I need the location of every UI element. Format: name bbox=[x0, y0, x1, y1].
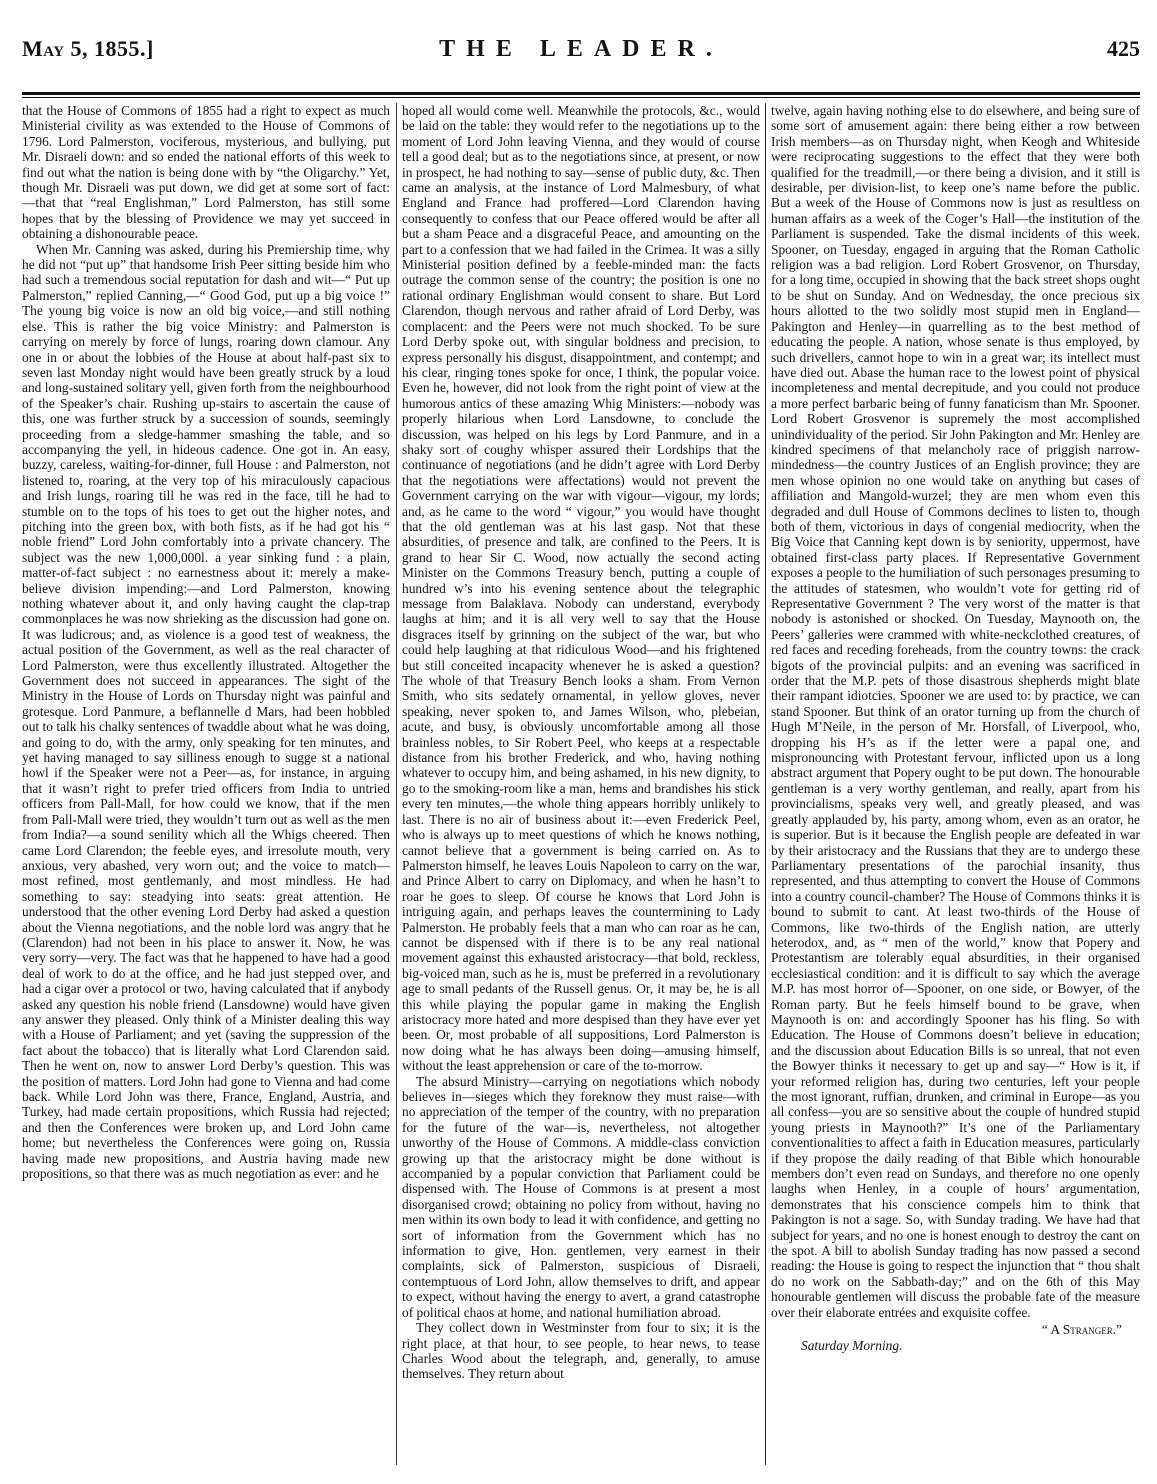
header-rule-thick bbox=[22, 92, 1140, 95]
paragraph: hoped all would come well. Meanwhile the protocols, &c., would be laid on the table: they would refer to the negotiations up to the moment of Lord John leaving Vienna, and they would of course tell a good deal; but as to the negotiations since, at present, or now in prospect, he had nothing to say—sense of public duty, &c. Then came an analysis, at the instance of Lord Malmesbury, of what England and France had proffered—Lord Clarendon having consequently to confess that our Peace offered would be after all but a sham Peace and a disgraceful Peace, and amounting on the part to a confession that we had failed in the Crimea. It was a silly Ministerial position defined by a feeble-minded man: the facts outrage the common sense of the country; the position is one no rational ordinary Englishman would consent to share. But Lord Clarendon, though nervous and rather afraid of Lord Derby, was complacent: and the Peers were not much shocked. To be sure Lord Derby spoke out, with singular boldness and precision, to express personally his disgust, disappointment, and contempt; and his clear, ringing tones spoke for once, I think, the popular voice. Even he, however, did not look from the right point of view at the humorous antics of these amazing Whig Ministers:—nobody was properly hilarious when Lord Lansdowne, to conclude the discussion, was helped on his legs by Lord Panmure, and in a shaky sort of coughy whisper assured their Lordships that the continuance of negotiations (and he didn’t agree with Lord Derby that the negotiations were affectations) would not prevent the Government carrying on the war with vigour—vigour, my lords; and, as he came to the word “ vigour,” you would have thought that the old gentleman was at his last gasp. Not that these absurdities, of presence and talk, are confined to the Peers. It is grand to hear Sir C. Wood, now actually the second acting Minister on the Commons Treasury bench, putting a couple of hundred w’s into his evening sentence about the telegraphic message from Balaklava. Nobody can understand, everybody laughs at him; and it is all very well to say that the House disgraces itself by grinning on the subject of the war, but who could help laughing at that ridiculous Wood—and his frightened but still conceited incapacity whenever he is asked a question? The whole of that Treasury Bench looks a sham. From Vernon Smith, who sits sedately ornamental, in yellow gloves, never speaking, never spoken to, and James Wilson, who, plebeian, acute, and busy, is obviously uncomfortable among all those brainless nobles, to Sir Robert Peel, who keeps at a respectable distance from his brother Frederick, and who, having nothing whatever to occupy him, and being ashamed, in his new dignity, to go to the smoking-room like a man, hems and brandishes his stick every ten minutes,—the whole thing appears horribly unlikely to last. There is no air of business about it:—even Frederick Peel, who is always up to meet questions of which he knows nothing, cannot believe that a government is being carried on. As to Palmerston himself, he leaves Louis Napoleon to carry on the war, and Prince Albert to carry on Diplomacy, and when he hasn’t to roar he goes to sleep. Of course he knows that Lord John is intriguing again, and perhaps leaves the countermining to Lady Palmerston. He probably feels that a man who can roar as he can, cannot be dispensed with if there is to be any real national movement against this exhausted aristocracy—that bold, reckless, big-voiced man, such as he is, must be preferred in a revolutionary age to small pedants of the Russell genus. Or, it may be, he is all this while playing the popular game in making the English aristocracy more hated and more despised than they have ever yet been. Or, most probable of all suppositions, Lord Palmerston is now doing what he has always been doing—amusing himself, without the least apprehension or care of the to-morrow. bbox=[402, 103, 760, 1074]
column-2 bbox=[402, 103, 760, 1465]
paragraph: When Mr. Canning was asked, during his Premiership time, why he did not “put up” that handsome Irish Peer sitting beside him who had such a tremendous social reputation for dash and wit—“ Put up Palmerston,” replied Canning,—“ Good God, put up a big voice !” The young big voice is now an old big voice,—and still nothing else. This is rather the big voice Ministry: and Palmerston is carrying on merely by force of lungs, roaring down clamour. Any one in or about the lobbies of the House at about half-past six to seven last Monday night would have been greatly struck by a loud and long-sustained solitary yell, given forth from the neighbourhood of the Speaker’s chair. Rushing up-stairs to ascertain the cause of this, one was further struck by a succession of sounds, seemingly proceeding from a sledge-hammer smashing the table, and so accompanying the yell, in hideous cadence. One got in. An easy, buzzy, careless, waiting-for-dinner, full House : and Palmerston, not listened to, roaring, at the very top of his miraculously capacious and Irish lungs, roaring till he was red in the face, till he had to stumble on to the tops of his toes to get out the higher notes, and pitching into the green box, with both fists, as if he had got his “ noble friend” Lord John comfortably into a private chancery. The subject was the new 1,000,000l. a year sinking fund : a plain, matter-of-fact subject : no earnestness about it: merely a make-believe division impending:—and Lord Palmerston, knowing nothing whatever about it, and only having caught the clap-trap commonplaces he was now shrieking as the discussion had gone on. It was ludicrous; and, as violence is a good test of weakness, the actual position of the Government, as well as the real character of Lord Palmerston, were thus excellently illustrated. Altogether the Government does not succeed in appearances. The sight of the Ministry in the House of Lords on Thursday night was painful and grotesque. Lord Panmure, a beflannelle d Mars, had been hobbled out to talk his chalky sentences of twaddle about what he was doing, and going to do, with the army, only speaking for ten minutes, and yet having managed to say silliness enough to sugge st a national howl if the Speaker were not a Peer—as, for instance, in arguing that it wasn’t right to prefer tried officers from India to untried officers from Pall-Mall, for how could we know, that if the men from Pall-Mall were tried, they wouldn’t turn out as well as the men from India?—a sound senility which all the Whigs cheered. Then came Lord Clarendon; the feeble eyes, and irresolute mouth, very anxious, very abashed, very worn out; and the voice to match—most refined, most gentlemanly, and most mindless. He had something to say: steadying into seats: great attention. He understood that the other evening Lord Derby had asked a question about the Vienna negotiations, and the noble lord was angry that he (Clarendon) had not been in his place to answer it. Now, he was very sorry—very. The fact was that he happened to have had a good deal of work to do at the office, and he had just stepped over, and had a cigar over a protocol or two, having calculated that if anybody asked any question his noble friend (Lansdowne) would have given any answer they pleased. Only think of a Minister dealing this way with a House of Parliament; and yet (saving the suppression of the fact about the tobacco) that is literally what Lord Clarendon said. Then he went on, now to answer Lord Derby’s question. This was the position of matters. Lord John had gone to Vienna and had come back. While Lord John was there, France, England, Austria, and Turkey, had made certain propositions, which Russia had rejected; and then the Conferences were broken up, and Lord John came home; but nevertheless the Conferences were going on, Russia having made new propositions, and Austria having made new propositions, so that there was as much negotiation as ever: and he bbox=[22, 241, 390, 1182]
paragraph: twelve, again having nothing else to do elsewhere, and being sure of some sort of amusement again: there being either a row between Irish members—as on Thursday night, when Keogh and Whiteside were reciprocating suggestions to the effect that they were both qualified for the treadmill,—or there being a division, and it still is desirable, per division-list, to keep one’s name before the public. But a week of the House of Commons now is just as resultless on human affairs as a week of the Coger’s Hall—the institution of the Parliament is suspended. Take the dismal incidents of this week. Spooner, on Tuesday, engaged in arguing that the Roman Catholic religion was a bad religion. Lord Robert Grosvenor, on Thursday, for a long time, occupied in showing that the back street shops ought to be shut on Sunday. And on Wednesday, the once precious six hours allotted to the two solidly most stupid men in England—Pakington and Henley—in quarrelling as to the best method of educating the people. A nation, whose senate is thus employed, by such drivellers, cannot hope to win in a great war; its intellect must have died out. Abase the human race to the lowest point of physical incompleteness and mental decrepitude, and you could not produce a more perfect barbaric being of funny fanaticism than Mr. Spooner. Lord Robert Grosvenor is supremely the most accomplished unindividuality of the period. Sir John Pakington and Mr. Henley are kindred specimens of that melancholy race of priggish narrow-mindedness—the country Justices of an English province; they are men whose opinion no one would take on anything but cases of affiliation and Mangold-wurzel; they are men whom even this degraded and dull House of Commons declines to listen to, though both of them, victorious in days of congenial mediocrity, when the Big Voice that Canning kept down is by seniority, uppermost, have obtained first-class party places. If Representative Government exposes a people to the humiliation of such personages presuming to the attitudes of statesmen, who wouldn’t vote for getting rid of Representative Government ? The very worst of the matter is that nobody is astonished or shocked. On Tuesday, Maynooth on, the Peers’ galleries were crammed with white-neckclothed creatures, of red faces and receding foreheads, from the country towns: the crack bigots of the provincial pulpits: and an evening was sacrificed in order that the M.P. pets of those disastrous shepherds might blate their rampant idiotcies. Spooner we are used to: by practice, we can stand Spooner. But think of an orator turning up from the church of Hugh M’Neile, in the person of Mr. Horsfall, of Liverpool, who, dropping his H’s as if the letter were a papal one, and mispronouncing with Protestant fervour, inflicted upon us a long abstract argument that Popery ought to be put down. The honourable gentleman is a very worthy gentleman, and really, apart from his provincialisms, speaks very well, and greatly pleased, and was greatly applauded by, his party, among whom, even as an orator, he is superior. But is it because the English people are defeated in war by their aristocracy and the Russians that they are to undergo these Parliamentary presentations of the parochial insanity, thus represented, and thus attempting to convert the House of Commons into a country council-chamber? The House of Commons thinks it is bound to submit to cant. At least two-thirds of the House of Commons, like two-thirds of the English nation, are utterly heterodox, and, as “ men of the world,” know that Popery and Protestantism are tolerably equal absurdities, in their organised ecclesiastical condition: and it is difficult to say which the average M.P. has most horror of—Spooner, on one side, or Bowyer, of the Roman party. But he feels himself bound to be grave, when Maynooth is on: and accordingly Spooner has his fling. So with Education. The House of Commons doesn’t believe in education; and the discussion about Education Bills is so unreal, that not even the Bowyer thinks it necessary to get up and say—“ How is it, if your reformed religion has, during two centuries, left your people the most ignorant, ruffian, drunken, and criminal in Europe—as you all confess—you are so sensitive about the couple of hundred stupid young priests in Maynooth?” It’s one of the Parliamentary conventionalities to affect a faith in Education measures, particularly if they propose the daily reading of that Bible which honourable members don’t even read on Sundays, and therefore no one openly laughs when Henley, in a couple of hours’ argumentation, demonstrates that his conscience compels him to think that Pakington is not a sage. So, with Sunday trading. We have had that subject for years, and no one is honest enough to destroy the cant on the spot. A bill to abolish Sunday trading has now passed a second reading: the House is going to respect the injunction that “ thou shalt do no work on the Sabbath-day;” and on the 6th of this May honourable gentlemen will discuss the probable fate of the measure over their elaborate entrées and exquisite coffee. bbox=[771, 103, 1140, 1320]
masthead-title: THE LEADER. bbox=[439, 36, 723, 62]
column-3 bbox=[771, 103, 1140, 1465]
paragraph: The absurd Ministry—carrying on negotiations which nobody believes in—sieges which they foreknow they must raise—with no appreciation of the temper of the country, with no preparation for the future of the war—is, nevertheless, not altogether unworthy of the House of Commons. A middle-class conviction growing up that the aristocracy might be done without is accompanied by a popular conviction that Parliament could be dispensed with. The House of Commons is at present a most disorganised crowd; obtaining no policy from without, having no men within its own body to lead it with confidence, and getting no sort of information from the Government which has no information to give, Hon. gentlemen, very earnest in their complaints, sick of Palmerston, suspicious of Disraeli, contemptuous of Lord John, allow themselves to drift, and appear to expect, without having the energy to avert, a grand catastrophe of political chaos at home, and national humiliation abroad. bbox=[402, 1073, 760, 1320]
author-signature: “ A Stranger.” bbox=[1041, 1322, 1122, 1338]
article-columns bbox=[22, 103, 1140, 1468]
page-number: 425 bbox=[1107, 36, 1140, 61]
paragraph: that the House of Commons of 1855 had a right to expect as much Ministerial civility as was extended to the House of Commons of 1796. Lord Palmerston, vociferous, mysterious, and bullying, put Mr. Disraeli down: and so ended the national efforts of this week to find out what the nation is being done with by “the Oligarchy.” Yet, though Mr. Disraeli was put down, we did get at some sort of fact:—that that “real Englishman,” Lord Palmerston, has still some hopes that by the blessing of Providence we may yet succeed in obtaining a dishonourable peace. bbox=[22, 103, 390, 242]
column-divider bbox=[396, 103, 397, 1465]
column-divider bbox=[765, 103, 766, 1465]
dateline: Saturday Morning. bbox=[801, 1337, 903, 1353]
column-1 bbox=[22, 103, 390, 1465]
header-rule-thin bbox=[22, 97, 1140, 98]
page-header bbox=[22, 36, 1140, 74]
paragraph: They collect down in Westminster from four to six; it is the right place, at that hour, to see people, to hear news, to tease Charles Wood about the telegraph, and, generally, to amuse themselves. They return about bbox=[402, 1320, 760, 1382]
issue-date: May 5, 1855.] bbox=[22, 36, 154, 61]
